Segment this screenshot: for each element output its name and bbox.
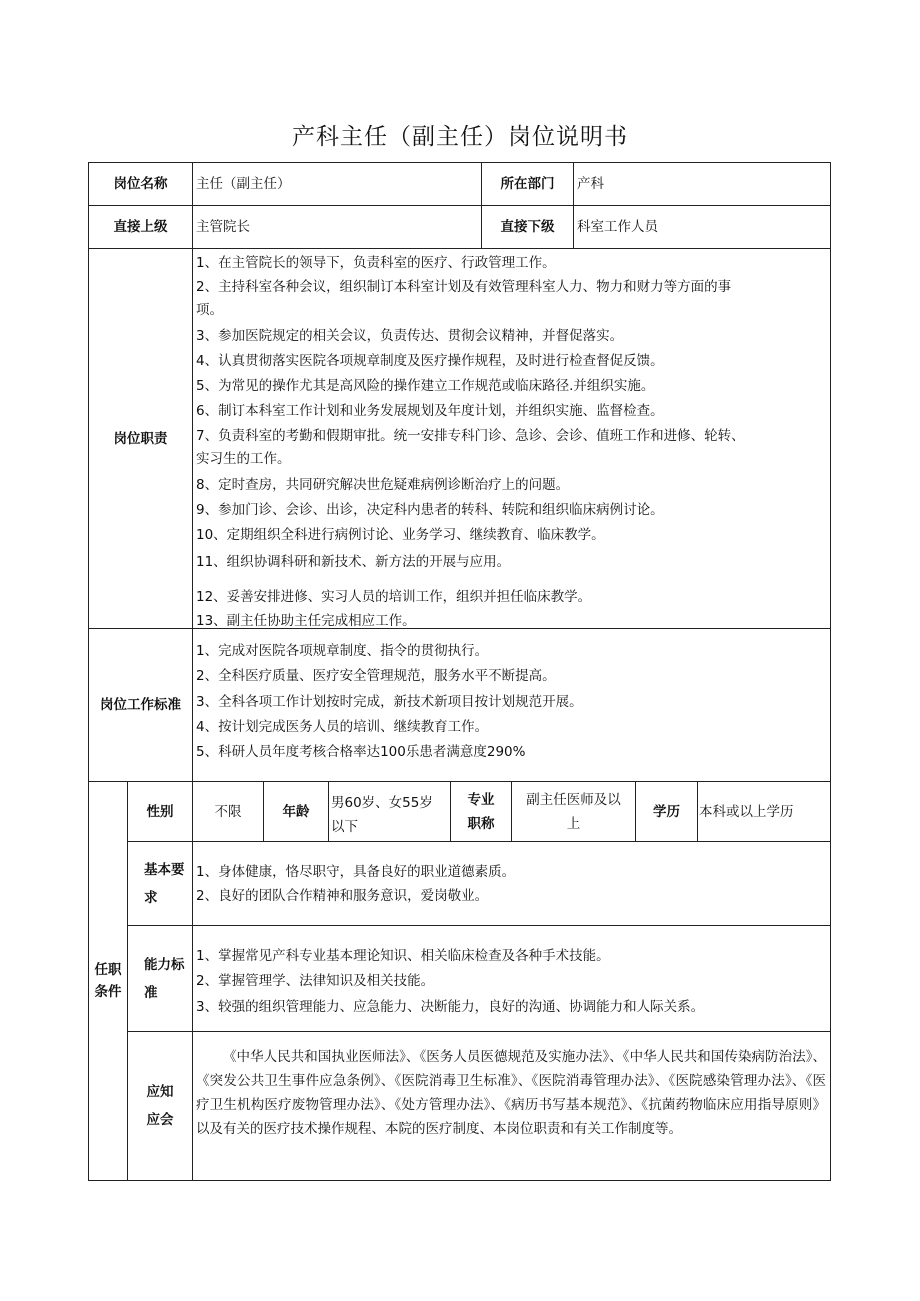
responsibility-line: 5、为常见的操作尤其是高风险的操作建立工作规范或临床路径.并组织实施。 (196, 378, 655, 394)
responsibility-line: 1、在主管院长的领导下，负责科室的医疗、行政管理工作。 (196, 255, 556, 271)
ability-standards-label-line: 能力标 (144, 956, 185, 973)
responsibility-line: 4、认真贯彻落实医院各项规章制度及医疗操作规程，及时进行检查督促反馈。 (196, 353, 664, 369)
responsibility-line: 12、妥善安排进修、实习人员的培训工作，组织并担任临床教学。 (196, 589, 592, 605)
required-knowledge-text: 《中华人民共和国执业医师法》、《医务人员医德规范及实施办法》、《中华人民共和国传染病防治法》、《突发公共卫生事件应急条例》、《医院消毒卫生标准》、《医院消毒管理办法》、《医院感染管理办法》、《医疗卫生机构医疗废物管理办法》、《处方管理办法》、《病历书写基本规范》、《抗菌药物临床应用指导原则》以及有关的医疗技术操作规程、本院的医疗制度、本岗位职责和有关工作制度等。 (196, 1049, 826, 1137)
responsibility-line: 11、组织协调科研和新技术、新方法的开展与应用。 (196, 554, 511, 570)
responsibility-line: 10、定期组织全科进行病例讨论、业务学习、继续教育、临床教学。 (196, 527, 605, 543)
department-label: 所在部门 (500, 176, 555, 192)
standards-label: 岗位工作标准 (100, 697, 181, 713)
ability-line: 2、掌握管理学、法律知识及相关技能。 (196, 973, 435, 989)
responsibility-line: 9、参加门诊、会诊、出诊，决定科内患者的转科、转院和组织临床病例讨论。 (196, 502, 664, 518)
age-value-line: 以下 (331, 819, 358, 835)
required-knowledge-label-line: 应知 (146, 1084, 174, 1100)
professional-title-label-line: 专业 (467, 791, 495, 808)
basic-requirements-label-line: 求 (144, 889, 158, 906)
standard-line: 4、按计划完成医务人员的培训、继续教育工作。 (196, 719, 489, 735)
basic-requirements-label (128, 842, 192, 925)
basic-requirements-list (193, 842, 830, 925)
job-description-table (88, 162, 831, 1181)
responsibility-line: 项。 (196, 302, 223, 318)
standard-line: 2、全科医疗质量、医疗安全管理规范，服务水平不断提高。 (196, 668, 556, 684)
superior-label: 直接上级 (113, 219, 168, 235)
page-title: 产科主任（副主任）岗位说明书 (292, 124, 628, 150)
position-name-value: 主任（副主任） (196, 176, 291, 192)
qualifications-label (89, 782, 127, 1180)
professional-title-value-line: 副主任医师及以 (526, 791, 621, 808)
superior-value: 主管院长 (196, 219, 250, 235)
standard-line: 3、全科各项工作计划按时完成，新技术新项目按计划规范开展。 (196, 694, 583, 710)
professional-title-value-line: 上 (566, 815, 581, 832)
responsibility-line: 8、定时查房，共同研究解决世危疑难病例诊断治疗上的问题。 (196, 477, 570, 493)
gender-value: 不限 (214, 803, 242, 820)
gender-label: 性别 (146, 803, 174, 820)
responsibility-line: 13、副主任协助主任完成相应工作。 (196, 613, 416, 628)
subordinate-value: 科室工作人员 (577, 219, 658, 235)
ability-standards-list (193, 926, 830, 1031)
age-value (329, 782, 450, 841)
standard-line: 5、科研人员年度考核合格率达100乐患者满意度290% (196, 744, 526, 760)
professional-title-label-line: 职称 (467, 815, 495, 832)
position-name-label: 岗位名称 (113, 176, 168, 192)
basic-requirement-line: 2、良好的团队合作精神和服务意识，爱岗敬业。 (196, 888, 489, 904)
qualifications-label-line: 条件 (94, 984, 122, 1000)
ability-standards-label (128, 926, 192, 1031)
ability-line: 3、较强的组织管理能力、应急能力、决断能力，良好的沟通、协调能力和人际关系。 (196, 999, 705, 1015)
education-value: 本科或以上学历 (699, 803, 794, 820)
standards-list (193, 629, 830, 781)
ability-standards-label-line: 准 (144, 984, 158, 1001)
required-knowledge-label (128, 1032, 192, 1180)
responsibility-line: 实习生的工作。 (196, 451, 291, 467)
department-value: 产科 (577, 176, 604, 192)
age-label: 年龄 (282, 803, 310, 820)
standard-line: 1、完成对医院各项规章制度、指令的贯彻执行。 (196, 643, 489, 659)
professional-title-label (451, 782, 511, 841)
subordinate-label: 直接下级 (500, 219, 555, 235)
responsibility-line: 2、主持科室各种会议，组织制订本科室计划及有效管理科室人力、物力和财力等方面的事 (196, 279, 732, 295)
responsibility-line: 7、负责科室的考勤和假期审批。统一安排专科门诊、急诊、会诊、值班工作和进修、轮转、 (196, 428, 745, 444)
required-knowledge-label-line: 应会 (146, 1112, 174, 1128)
qualifications-label-line: 任职 (94, 962, 122, 978)
professional-title-value (512, 782, 635, 841)
responsibility-line: 6、制订本科室工作计划和业务发展规划及年度计划，并组织实施、监督检查。 (196, 403, 664, 419)
responsibility-line: 3、参加医院规定的相关会议，负责传达、贯彻会议精神，并督促落实。 (196, 328, 624, 344)
ability-line: 1、掌握常见产科专业基本理论知识、相关临床检查及各种手术技能。 (196, 948, 610, 964)
responsibilities-label: 岗位职责 (113, 430, 168, 447)
age-value-line: 男60岁、女55岁 (331, 795, 433, 811)
basic-requirements-label-line: 基本要 (144, 861, 185, 878)
basic-requirement-line: 1、身体健康，恪尽职守，具备良好的职业道德素质。 (196, 864, 516, 880)
responsibilities-list (193, 249, 830, 628)
education-label: 学历 (653, 803, 680, 820)
